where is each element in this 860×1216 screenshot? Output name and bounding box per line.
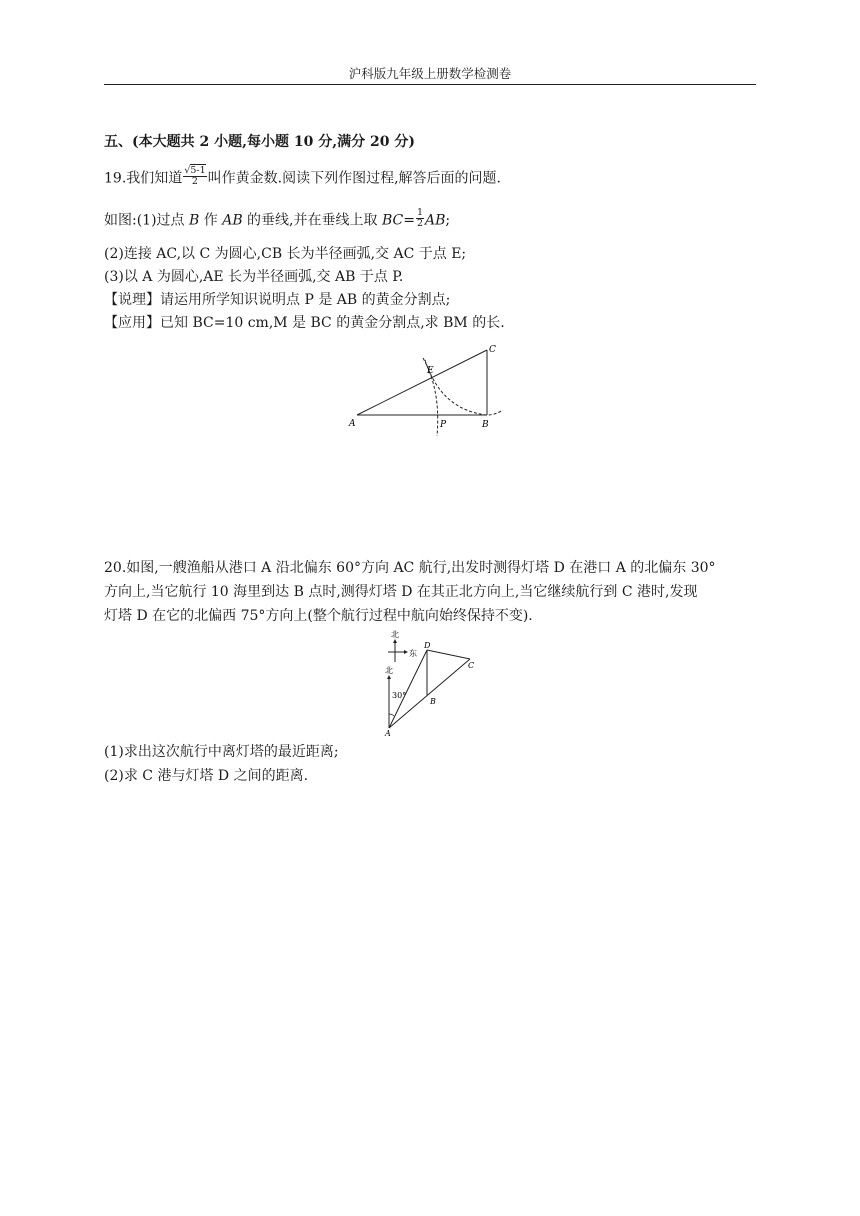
north-at-a-label: 北 [385, 666, 393, 675]
half-numerator: 1 [416, 207, 424, 218]
step1-segment-ab: AB [222, 212, 243, 229]
q20-line2: 方向上,当它航行 10 海里到达 B 点时,测得灯塔 D 在其正北方向上,当它继续航行到 C 港时,发现 [104, 584, 698, 600]
q19-step2: (2)连接 AC,以 C 为圆心,CB 长为半径画弧,交 AC 于点 E; [104, 246, 467, 262]
label-b: B [430, 697, 436, 706]
arc-center-c [425, 360, 503, 415]
q19-figure [345, 340, 495, 440]
step1-end: ; [445, 212, 451, 229]
compass-north-label: 北 [391, 630, 399, 639]
label-a: A [349, 419, 356, 429]
segment-dc [427, 650, 470, 659]
label-c: C [489, 345, 496, 355]
q20-figure [380, 628, 485, 736]
compass-north-arrowhead [393, 639, 397, 643]
label-d: D [424, 641, 431, 650]
q19-prefix: 19.我们知道 [104, 170, 183, 187]
label-c: C [468, 661, 475, 670]
label-a: A [385, 729, 391, 738]
label-b: B [482, 420, 489, 430]
step1-equals: = [403, 212, 415, 229]
compass-east-label: 东 [409, 649, 417, 658]
step1-text: 作 [199, 212, 223, 229]
step1-segment-bc: BC [381, 212, 404, 229]
segment-ac [357, 350, 487, 415]
q20-line1: 20.如图,一艘渔船从港口 A 沿北偏东 60°方向 AC 航行,出发时测得灯塔 D 在港口 A 的北偏东 30° [104, 560, 716, 576]
angle-label: 30° [392, 691, 407, 700]
section-title: 五、(本大题共 2 小题,每小题 10 分,满分 20 分) [104, 134, 415, 150]
label-e: E [427, 366, 434, 376]
page-header: 沪科版九年级上册数学检测卷 [348, 66, 512, 81]
q19-step3: (3)以 A 为圆心,AE 长为半径画弧,交 AB 于点 P. [104, 269, 404, 285]
label-p: P [440, 420, 447, 430]
half-fraction [416, 208, 424, 229]
golden-ratio-denominator: 2 [191, 176, 198, 187]
q19-intro [104, 165, 501, 189]
q19-apply: 【应用】已知 BC=10 cm,M 是 BC 的黄金分割点,求 BM 的长. [104, 315, 505, 331]
step1-text: 如图:(1)过点 [104, 212, 189, 229]
q19-suffix: 叫作黄金数.阅读下列作图过程,解答后面的问题. [207, 170, 501, 187]
q19-explain: 【说理】请运用所学知识说明点 P 是 AB 的黄金分割点; [104, 292, 451, 308]
step1-text: 的垂线,并在垂线上取 [242, 212, 382, 229]
q20-question1: (1)求出这次航行中离灯塔的最近距离; [104, 744, 339, 760]
half-denominator: 2 [416, 218, 424, 229]
header-rule [104, 84, 756, 85]
golden-ratio-numerator: 5-1 [190, 165, 206, 176]
step1-segment-ab: AB [425, 212, 446, 229]
north-arrowhead-at-a [387, 675, 391, 679]
step1-point-b: B [189, 212, 200, 229]
q19-step1 [104, 207, 451, 231]
angle-arc-30 [389, 714, 394, 716]
compass-east-arrowhead [404, 650, 408, 654]
golden-ratio-fraction: $\frac{√5-1}{2}$ [184, 165, 206, 187]
q20-question2: (2)求 C 港与灯塔 D 之间的距离. [104, 768, 309, 784]
q20-line3: 灯塔 D 在它的北偏西 75°方向上(整个航行过程中航向始终保持不变). [104, 608, 533, 624]
